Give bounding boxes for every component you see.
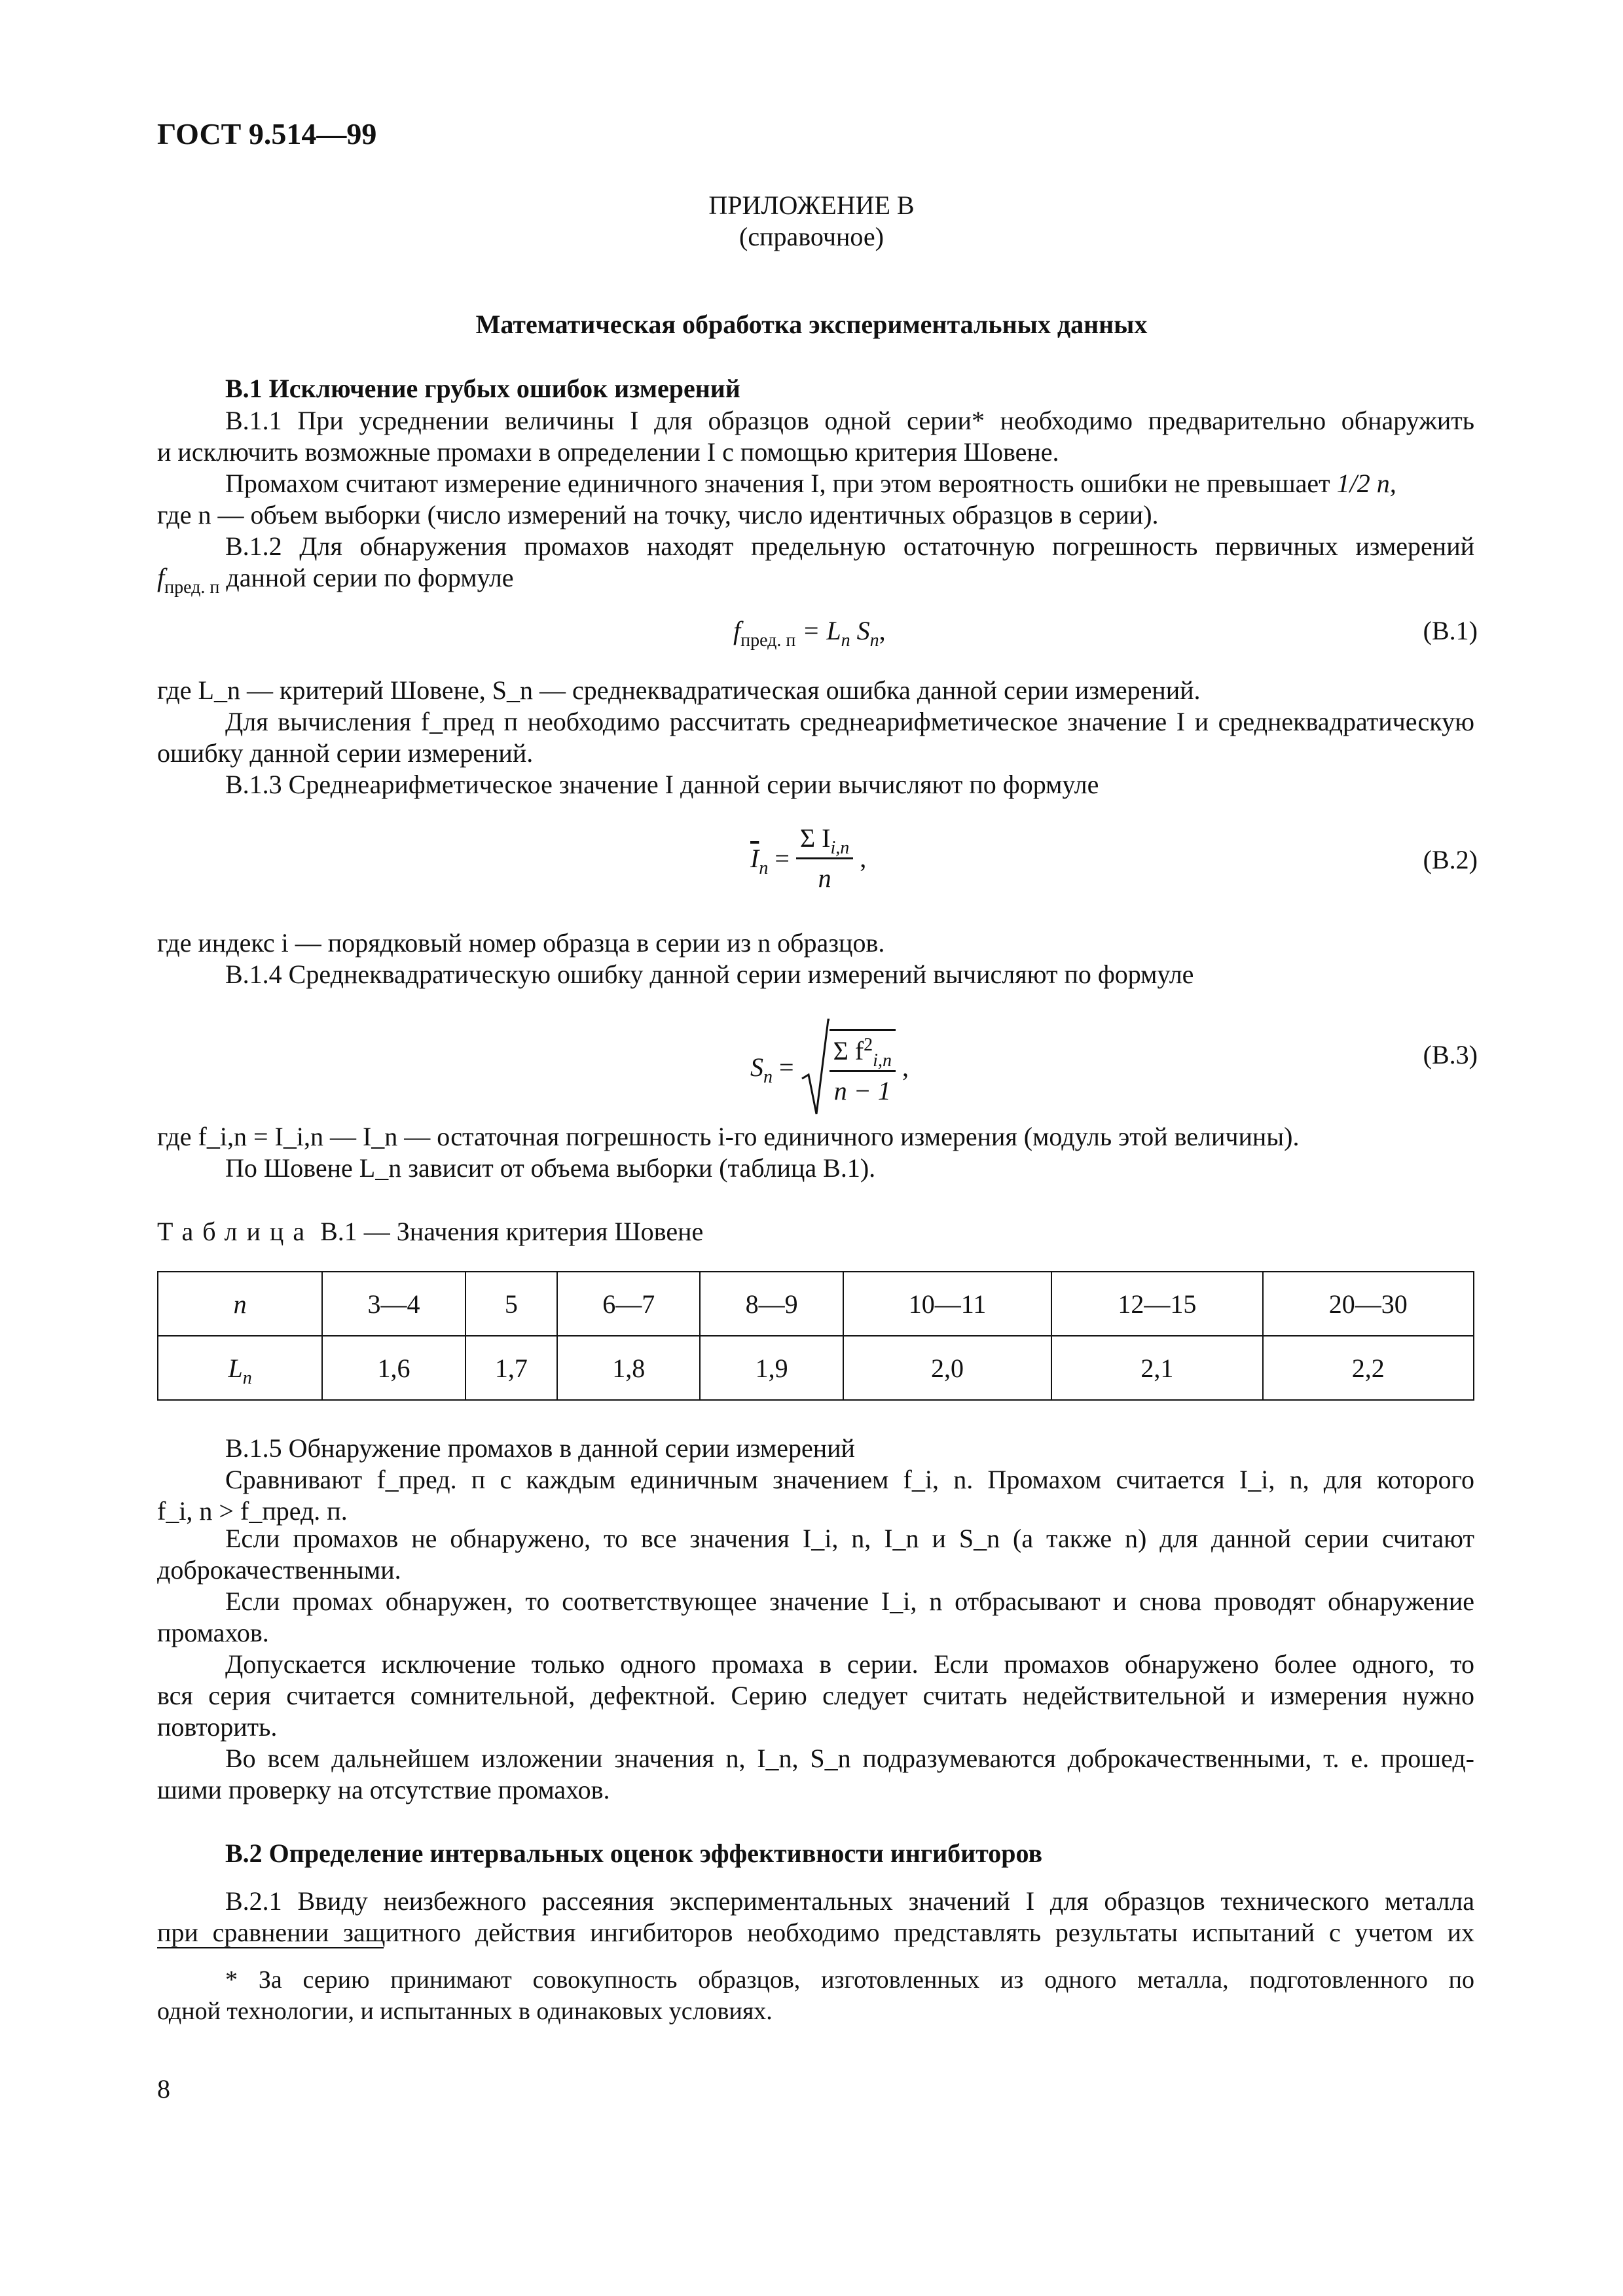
- eq3-num-sub: i,n: [873, 1050, 892, 1071]
- page-number: 8: [157, 2074, 170, 2104]
- eq2-denominator: n: [818, 863, 831, 893]
- footnote-line1: * За серию принимают совокупность образцов, изготовленных из одного металла, подготовленного по: [225, 1966, 1474, 1994]
- table-cell: 1,7: [465, 1336, 557, 1400]
- footnote-line2: одной технологии, и испытанных в одинаковых условиях.: [157, 1998, 773, 2025]
- half-n-fraction: 1/2 n,: [1336, 469, 1396, 498]
- para-b15-line8: Допускается исключение только одного промаха в серии. Если промахов обнаружено более одного, то: [225, 1649, 1474, 1679]
- sqrt-icon: [801, 1018, 830, 1117]
- eq2-num-sub: i,n: [830, 838, 850, 858]
- para-after-eq1-line1: где L_n — критерий Шовене, S_n — среднеквадратическая ошибка данной серии измерений.: [157, 675, 1201, 705]
- eq3-numerator: Σ f: [833, 1036, 864, 1066]
- para-after-eq3-line2: По Шовене L_n зависит от объема выборки (таблица В.1).: [225, 1153, 876, 1183]
- equation-b2: $\overline{I}_n$ = $\frac{\Sigma I_{i,n}}{n}$ ,: [750, 823, 867, 893]
- eq2-fraction: [796, 823, 853, 893]
- para-b15-line9: вся серия считается сомнительной, дефектной. Серию следует считать недействительной и измерения нужно: [157, 1681, 1474, 1710]
- appendix-title: ПРИЛОЖЕНИЕ В: [708, 190, 915, 220]
- table-cell: [158, 1336, 322, 1400]
- eq1-rhs2-sub: n: [869, 630, 879, 651]
- table-cell-l: L: [228, 1353, 243, 1383]
- para-b15-line7: промахов.: [157, 1618, 269, 1647]
- para-after-eq2: где индекс i — порядковый номер образца в серии из n образцов.: [157, 928, 885, 958]
- eq3-denominator: n − 1: [833, 1076, 891, 1105]
- table-cell: 2,2: [1263, 1336, 1474, 1400]
- para-b11-line2: и исключить возможные промахи в определении I с помощью критерия Шовене.: [157, 437, 1059, 467]
- footnote-rule: [157, 1947, 384, 1948]
- eq3-lhs: S: [750, 1052, 763, 1082]
- table-cell-l-sub: n: [242, 1367, 252, 1388]
- eq1-lhs-sub: пред. п: [740, 630, 796, 651]
- para-b114: В.1.4 Среднеквадратическую ошибку данной серии измерений вычисляют по формуле: [225, 960, 1194, 989]
- para-after-eq3-line1: где f_i,n = I_i,n — I_n — остаточная погрешность i-го единичного измерения (модуль этой величины).: [157, 1122, 1300, 1151]
- table-cell: 10—11: [843, 1272, 1052, 1336]
- para-b15-line4: Если промахов не обнаружено, то все значения I_i, n, I_n и S_n (а также n) для данной серии считают: [225, 1524, 1474, 1553]
- para-b11-line1: В.1.1 При усреднении величины I для образцов одной серии* необходимо предварительно обнаружить: [225, 406, 1474, 435]
- table-caption: [157, 1216, 703, 1247]
- eq1-end: ,: [879, 616, 886, 645]
- para-b112-text: Промахом считают измерение единичного значения I, при этом вероятность ошибки не превышает: [225, 469, 1330, 498]
- document-code: ГОСТ 9.514—99: [157, 117, 377, 151]
- para-b15-line11: Во всем дальнейшем изложении значения n, I_n, S_n подразумеваются доброкачественными, т. е. прошед-: [225, 1744, 1474, 1773]
- appendix-subtitle: (справочное): [739, 222, 884, 251]
- equation-b3: $S_n$ = $\frac{\Sigma f^2_{i,n}}{n - 1}$ ,: [750, 1018, 909, 1117]
- equation-b1-number: (В.1): [1423, 616, 1478, 645]
- f-subscript: пред. п: [164, 577, 220, 598]
- table-cell: 12—15: [1051, 1272, 1262, 1336]
- para-b15-line3: f_i, n > f_пред. п.: [157, 1496, 348, 1526]
- chauvenet-table: [157, 1271, 1474, 1401]
- table-cell: 5: [465, 1272, 557, 1336]
- para-after-eq1-line2: Для вычисления f_пред п необходимо рассчитать среднеарифметическое значение I и среднеквадратическую: [225, 707, 1474, 736]
- para-b15-line12: шими проверку на отсутствие промахов.: [157, 1775, 610, 1804]
- table-cell: 1,8: [557, 1336, 700, 1400]
- para-b15-line10: повторить.: [157, 1712, 278, 1742]
- table-row: [158, 1272, 1474, 1336]
- eq3-fraction: [830, 1029, 896, 1106]
- table-cell: 6—7: [557, 1272, 700, 1336]
- table-caption-rest: В.1 — Значения критерия Шовене: [314, 1217, 704, 1246]
- eq3-lhs-sub: n: [763, 1067, 773, 1087]
- para-b112-line1: [225, 467, 1542, 500]
- para-b21-line2: при сравнении защитного действия ингибиторов необходимо представлять результаты испытаний с учетом их: [157, 1918, 1474, 1947]
- para-b113-line1: В.1.2 Для обнаружения промахов находят предельную остаточную погрешность первичных измерений: [225, 531, 1474, 561]
- para-b21-line1: В.2.1 Ввиду неизбежного рассеяния экспериментальных значений I для образцов технического металла: [225, 1886, 1474, 1916]
- para-b113-line2: [157, 562, 1474, 598]
- section-title: Математическая обработка экспериментальных данных: [475, 310, 1148, 339]
- eq2-lhs: $\overline{I}$: [750, 843, 759, 873]
- f-symbol: f: [157, 563, 165, 592]
- para-b15-line6: Если промах обнаружен, то соответствующее значение I_i, n отбрасывают и снова проводят обнаружение: [225, 1587, 1474, 1616]
- table-cell: 2,1: [1051, 1336, 1262, 1400]
- table-cell: 8—9: [700, 1272, 843, 1336]
- eq1-rhs2: S: [850, 616, 870, 645]
- para-b15-line1: В.1.5 Обнаружение промахов в данной серии измерений: [225, 1433, 855, 1463]
- para-after-eq1-line3: ошибку данной серии измерений.: [157, 738, 534, 768]
- para-b113-mean: В.1.3 Среднеарифметическое значение I данной серии вычисляют по формуле: [225, 770, 1099, 799]
- heading-b1: В.1 Исключение грубых ошибок измерений: [225, 374, 740, 403]
- eq2-numerator: Σ I: [799, 823, 831, 853]
- para-b113-rest: данной серии по формуле: [219, 563, 514, 592]
- equation-b1: [733, 615, 886, 651]
- table-row: [158, 1336, 1474, 1400]
- eq2-lhs-sub: n: [759, 857, 769, 878]
- table-cell: 2,0: [843, 1336, 1052, 1400]
- table-cell: 20—30: [1263, 1272, 1474, 1336]
- eq3-num-sup: 2: [864, 1035, 873, 1055]
- table-cell: 1,6: [322, 1336, 465, 1400]
- table-cell: n: [158, 1272, 322, 1336]
- para-b112-line2: где n — объем выборки (число измерений на точку, число идентичных образцов в серии).: [157, 500, 1159, 529]
- table-caption-lead: Таблица: [157, 1217, 314, 1246]
- eq1-rhs-sub: n: [841, 630, 850, 651]
- heading-b2: В.2 Определение интервальных оценок эффективности ингибиторов: [225, 1839, 1043, 1868]
- table-cell: 1,9: [700, 1336, 843, 1400]
- equation-b3-number: (В.3): [1423, 1040, 1478, 1069]
- eq1-rhs: = L: [795, 616, 841, 645]
- para-b15-line5: доброкачественными.: [157, 1555, 401, 1585]
- equation-b2-number: (В.2): [1423, 845, 1478, 874]
- para-b15-line2: Сравнивают f_пред. п с каждым единичным значением f_i, n. Промахом считается I_i, n, для которого: [225, 1465, 1474, 1494]
- table-cell: 3—4: [322, 1272, 465, 1336]
- eq1-lhs: f: [733, 616, 741, 645]
